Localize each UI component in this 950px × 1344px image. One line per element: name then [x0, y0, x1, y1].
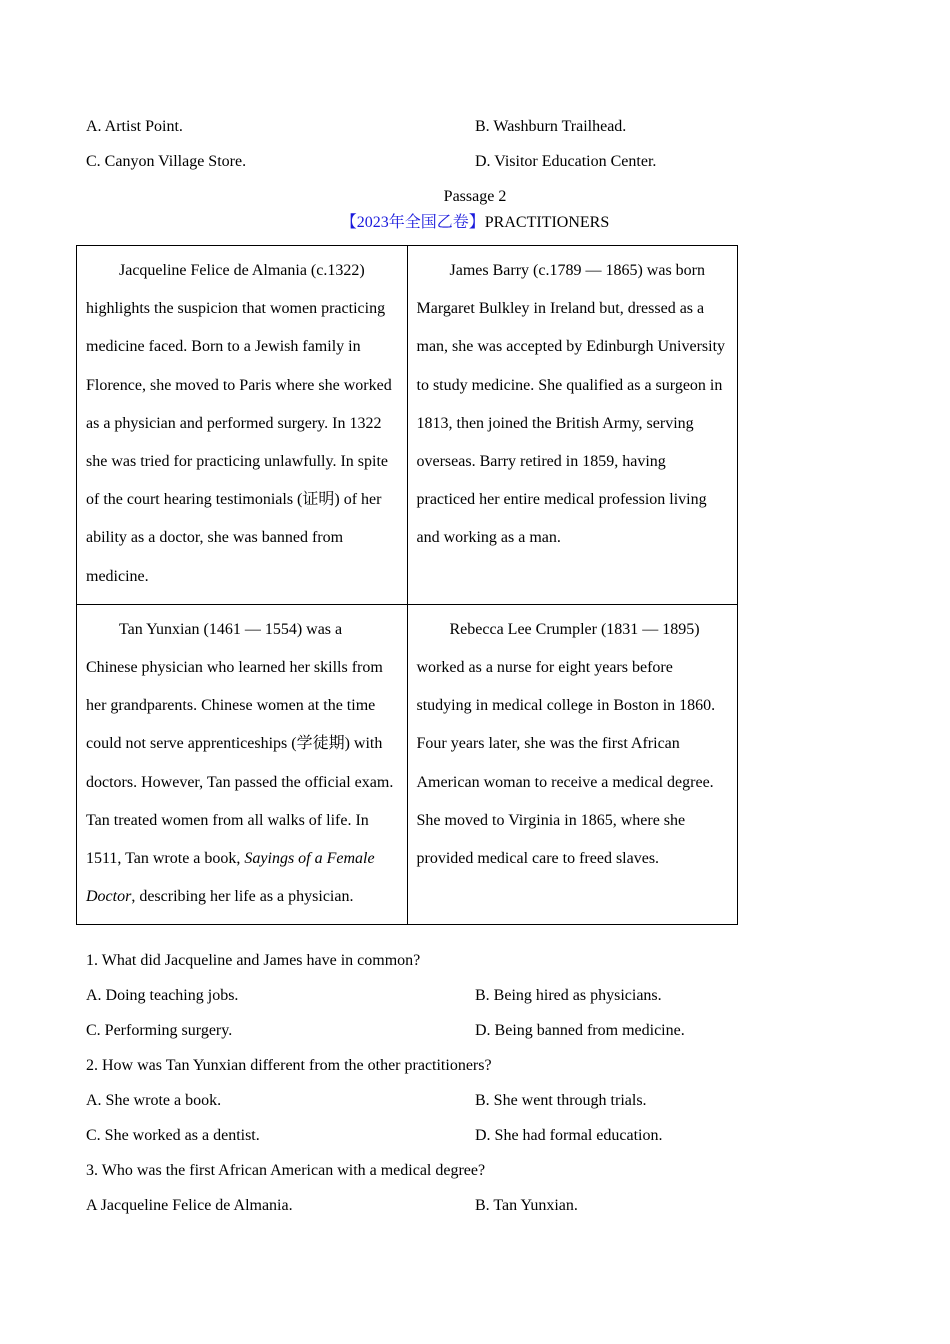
- question-2-option-a: A. She wrote a book.: [86, 1092, 222, 1109]
- cell-jacqueline: [77, 246, 408, 605]
- question-1-option-d: D. Being banned from medicine.: [475, 1022, 685, 1039]
- cell-tan-text-before: Tan Yunxian (1461 — 1554) was a Chinese physician who learned her skills from her grandparents. Chinese women at the time could not serve apprenticeships (学徒期) with doctors. However, Tan passed the official exam. Tan treated women from all walks of life. In 1511, Tan wrote a book,: [86, 620, 394, 868]
- table-row: [77, 246, 738, 605]
- prev-option-d: D. Visitor Education Center.: [475, 153, 657, 170]
- table-row: [77, 604, 738, 925]
- question-1-option-b: B. Being hired as physicians.: [475, 987, 662, 1004]
- book-title: Sayings of a Female Doctor: [86, 850, 375, 906]
- prev-option-a: A. Artist Point.: [86, 118, 183, 135]
- passage-label: Passage 2: [443, 188, 507, 205]
- passage-heading: [0, 213, 950, 233]
- question-1-option-a: A. Doing teaching jobs.: [86, 987, 239, 1004]
- prev-option-c: C. Canyon Village Store.: [86, 153, 247, 170]
- question-3-option-b: B. Tan Yunxian.: [475, 1197, 578, 1214]
- cell-tan-text-after: , describing her life as a physician.: [131, 888, 354, 906]
- passage-title: PRACTITIONERS: [484, 214, 610, 231]
- question-1-option-c: C. Performing surgery.: [86, 1022, 233, 1039]
- question-2-stem: 2. How was Tan Yunxian different from the other practitioners?: [86, 1057, 492, 1074]
- cell-tan-yunxian: [77, 604, 408, 925]
- question-3-option-a: A Jacqueline Felice de Almania.: [86, 1197, 293, 1214]
- question-2-option-c: C. She worked as a dentist.: [86, 1127, 260, 1144]
- cell-rebecca-text: Rebecca Lee Crumpler (1831 — 1895) worked as a nurse for eight years before studying in medical college in Boston in 1860. Four years later, she was the first African American woman to receive a medical degree. She moved to Virginia in 1865, where she provided medical care to freed slaves.: [416, 620, 716, 868]
- question-3-stem: 3. Who was the first African American with a medical degree?: [86, 1162, 486, 1179]
- cell-jacqueline-text: Jacqueline Felice de Almania (c.1322) highlights the suspicion that women practicing medicine faced. Born to a Jewish family in Florence, she moved to Paris where she worked as a physician and performed surgery. In 1322 she was tried for practicing unlawfully. In spite of the court hearing testimonials (证明) of her ability as a doctor, she was banned from medicine.: [86, 262, 392, 585]
- cell-james-barry-text: James Barry (c.1789 — 1865) was born Margaret Bulkley in Ireland but, dressed as a man, she was accepted by Edinburgh University to study medicine. She qualified as a surgeon in 1813, then joined the British Army, serving overseas. Barry retired in 1859, having practiced her entire medical profession living and working as a man.: [416, 262, 726, 547]
- prev-option-b: B. Washburn Trailhead.: [475, 118, 627, 135]
- passage-source: 【2023年全国乙卷】: [340, 214, 485, 231]
- cell-rebecca-crumpler: [407, 604, 738, 925]
- cell-james-barry: [407, 246, 738, 605]
- question-1-stem: 1. What did Jacqueline and James have in common?: [86, 952, 421, 969]
- question-2-option-d: D. She had formal education.: [475, 1127, 663, 1144]
- practitioners-table: [76, 245, 738, 925]
- question-2-option-b: B. She went through trials.: [475, 1092, 647, 1109]
